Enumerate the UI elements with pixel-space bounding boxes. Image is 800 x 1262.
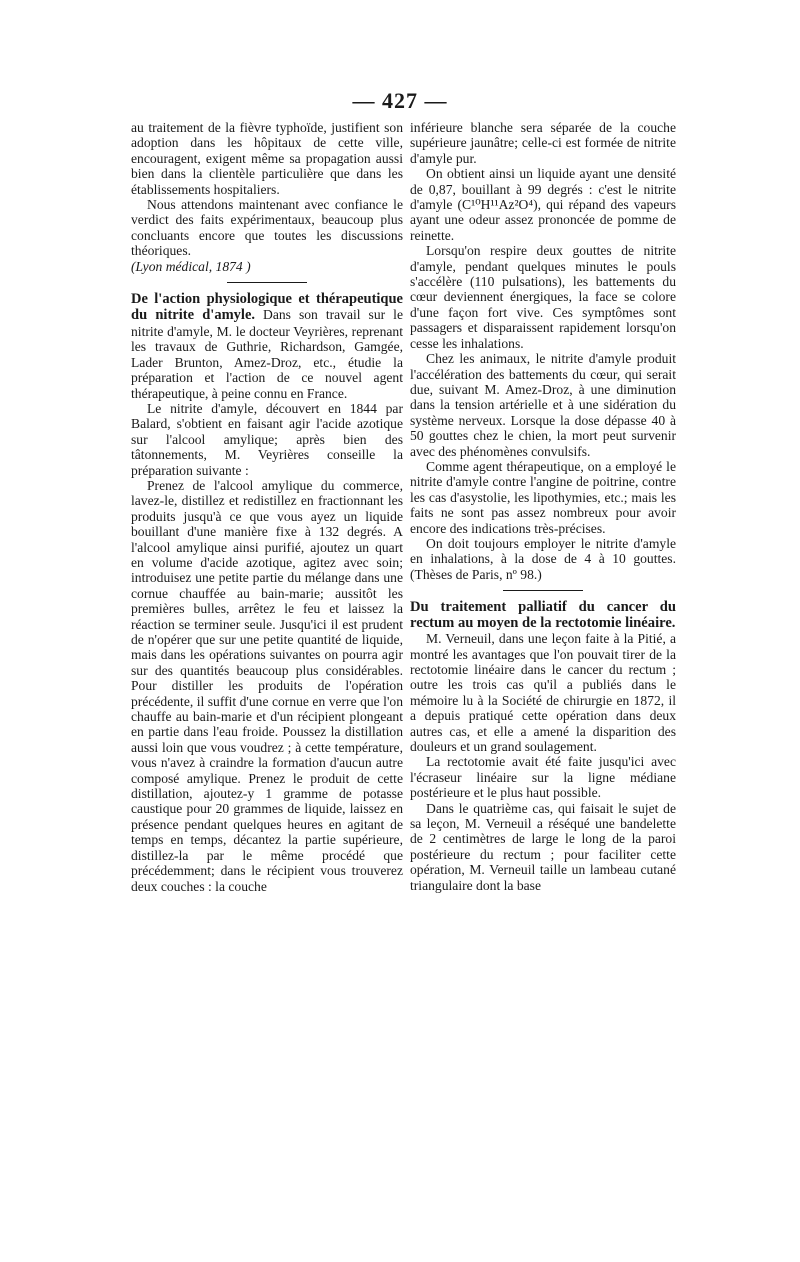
paragraph: au traitement de la fièvre typhoïde, justifient son adoption dans les hôpitaux de cette ville, encouragent, exigent même sa propagation aussi bien dans la clientèle particulière que dans les établissements hospitaliers. bbox=[131, 120, 403, 197]
paragraph: M. Verneuil, dans une leçon faite à la Pitié, a montré les avantages que l'on pouvait tirer de la rectotomie linéaire dans le cancer du rectum ; outre les trois cas qu'il a publiés dans le mémoire lu à la Société de chirurgie en 1872, il a depuis pratiqué cette opération dans deux autres cas, et elle a amené la disparition des douleurs et un grand soulagement. bbox=[410, 631, 676, 755]
left-column bbox=[131, 120, 403, 894]
paragraph: On doit toujours employer le nitrite d'amyle en inhalations, à la dose de 4 à 10 gouttes. (Thèses de Paris, nº 98.) bbox=[410, 535, 676, 582]
section-paragraph bbox=[131, 291, 403, 401]
paragraph: inférieure blanche sera séparée de la couche supérieure jaunâtre; celle-ci est formée de nitrite d'amyle pur. bbox=[410, 120, 676, 166]
paragraph: La rectotomie avait été faite jusqu'ici avec l'écraseur linéaire sur la ligne médiane postérieure et le plus haut possible. bbox=[410, 754, 676, 801]
paragraph: Comme agent thérapeutique, on a employé le nitrite d'amyle contre l'angine de poitrine, contre les cas d'asystolie, les lipothymies, etc.; mais les faits ne sont pas assez nombreux pour avoir encore des indications très-précises. bbox=[410, 458, 676, 536]
paragraph: Nous attendons maintenant avec confiance le verdict des faits expérimentaux, beaucoup plus concluants encore que toutes les discussions théoriques. bbox=[131, 197, 403, 259]
section-divider bbox=[227, 282, 307, 283]
section-divider bbox=[503, 590, 583, 591]
paragraph: Le nitrite d'amyle, découvert en 1844 par Balard, s'obtient en faisant agir l'acide azotique sur l'alcool amylique; après bien des tâtonnements, M. Veyrières conseille la préparation suivante : bbox=[131, 400, 403, 478]
paragraph: Chez les animaux, le nitrite d'amyle produit l'accélération des battements du cœur, qui serait due, suivant M. Amez-Droz, à une diminution dans la tension artérielle et à une sidération du système nerveux. Lorsque la dose dépasse 40 à 50 gouttes chez le chien, la mort peut survenir avec des phénomènes convulsifs. bbox=[410, 351, 676, 459]
paragraph: Prenez de l'alcool amylique du commerce, lavez-le, distillez et redistillez en fractionnant les produits jusqu'à ce que vous ayez un liquide bouillant d'une manière fixe à 132 degrés. A l'alcool amylique ainsi purifié, ajoutez un quart en volume d'acide azotique, agitez avec soin; introduisez une petite partie du mélange dans une cornue chauffée au bain-marie; aussitôt les premières bulles, arrêtez le feu et laissez la réaction se terminer seule. Jusqu'ici il est prudent de n'opérer que sur une petite quantité de liquide, mais dans les opérations suivantes on pourra agir sur des quantités beaucoup plus considérables. Pour distiller les produits de l'opération précédente, il suffit d'une cornue en verre que l'on chauffe au bain-marie et d'un récipient plongeant en partie dans l'eau froide. Poussez la distillation aussi loin que vous voudrez ; à cette température, vous n'avez à craindre la formation d'aucun autre composé amylique. Prenez le produit de cette distillation, ajoutez-y 1 gramme de potasse caustique pour 20 grammes de liquide, laissez en présence pendant quelques heures en agitant de temps en temps, décantez la partie supérieure, distillez-la par le même procédé que précédemment; dans le récipient vous trouverez deux couches : la couche bbox=[131, 477, 403, 894]
paragraph: On obtient ainsi un liquide ayant une densité de 0,87, bouillant à 99 degrés : c'est le nitrite d'amyle (C¹⁰H¹¹Az²O⁴), qui répand des vapeurs ayant une odeur assez prononcée de pomme de reinette. bbox=[410, 166, 676, 243]
section-heading: Du traitement palliatif du cancer du rectum au moyen de la rectotomie linéaire. bbox=[410, 599, 676, 632]
right-column bbox=[410, 120, 676, 893]
paragraph: Lorsqu'on respire deux gouttes de nitrite d'amyle, pendant quelques minutes le pouls s'accélère (110 pulsations), les battements du cœur deviennent énergiques, la face se colore d'une façon fort vive. Ces symptômes sont passagers et disparaissent rapidement lorsqu'on cesse les inhalations. bbox=[410, 243, 676, 351]
page-number: — 427 — bbox=[352, 88, 448, 113]
paragraph-text: Dans son travail sur le nitrite d'amyle, M. le docteur Veyrières, reprenant les travaux de Guthrie, Richardson, Gamgée, Lader Brunton, Amez-Droz, etc., étudie la préparation et l'action de ce nouvel agent thérapeutique, à peine connu en France. bbox=[131, 307, 403, 401]
citation: (Lyon médical, 1874 ) bbox=[131, 258, 251, 274]
section-heading: De l'action physiologique et thérapeutique du nitrite d'amyle. bbox=[131, 291, 403, 324]
paragraph: Dans le quatrième cas, qui faisait le sujet de sa leçon, M. Verneuil a réséqué une bandelette de 2 centimètres de large le long de la paroi postérieure du rectum ; pour faciliter cette opération, M. Verneuil taille un lambeau cutané triangulaire dont la base bbox=[410, 800, 676, 893]
